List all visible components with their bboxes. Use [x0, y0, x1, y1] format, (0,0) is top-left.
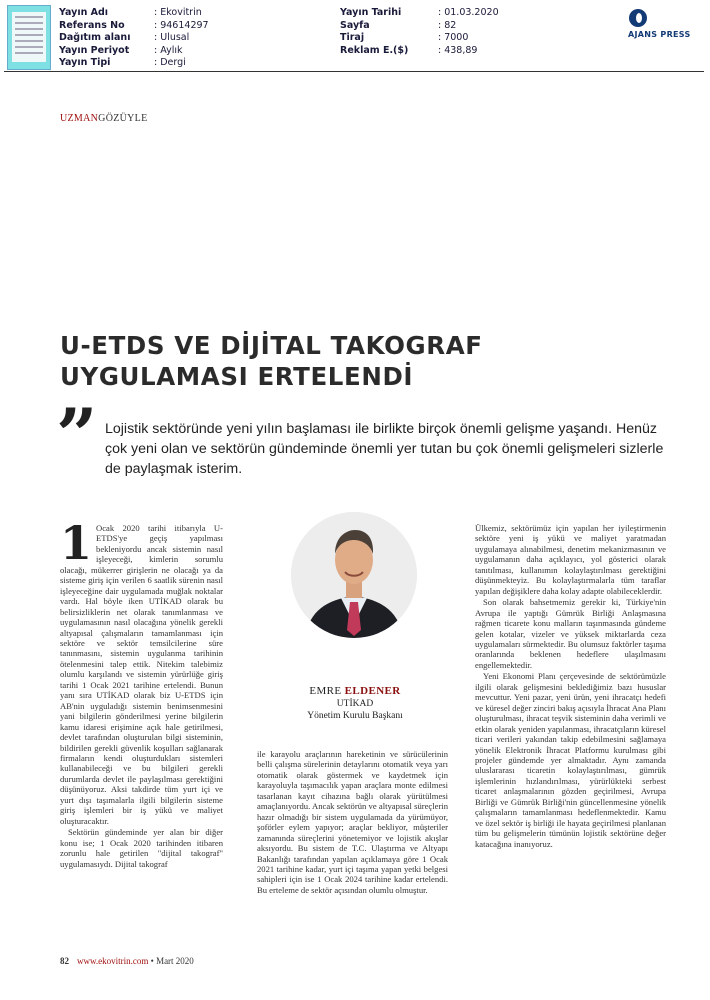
meta-row — [59, 45, 304, 58]
author-first-name: EMRE — [309, 685, 345, 697]
logo-icon — [629, 9, 647, 27]
page-thumbnail[interactable] — [7, 5, 51, 70]
column-1 — [60, 516, 223, 870]
page-footer — [60, 956, 194, 966]
meta-label: Tiraj — [340, 32, 365, 44]
meta-value: : 94614297 — [154, 19, 209, 31]
page-number: 82 — [60, 956, 69, 966]
header-divider — [4, 71, 704, 72]
footer-url[interactable]: www.ekovitrin.com — [77, 956, 149, 966]
author-role: Yönetim Kurulu Başkanı — [307, 711, 403, 721]
meta-value: : 438,89 — [438, 44, 478, 56]
meta-label: Yayın Tipi — [59, 57, 111, 69]
meta-row — [340, 20, 558, 33]
paragraph: ile karayolu araçlarının hareketinin ve sürücülerinin belli çalışma sürelerinin detaylarını otomatik veya yarı otomatik olarak göstermek ve kaydetmek için karayoluyla taşımacılık yapan araçlara monte edilmesi tasarlanan kayıt cihazına bağlı olarak yürütülmesi amaçlanıyordu. Ancak sektörün ve altyapısal süreçlerin hazır olmadığı bir sistem uygulamada da yürümüyor, şoförler eylem yapıyor; araçlar bekliyor, müşteriler zamanında süreçlerini yönetemiyor ve lojistik akışlar aksıyordu. Bu sistem de T.C. Ulaştırma ve Altyapı Bakanlığı tarafından yapılan açıklamaya göre 1 Ocak 2021 tarihine kadar, yurt içi taşıma yapan yetki belgesi sahipleri için ise 1 Ocak 2024 tarihine kadar ertelendi. Bu erteleme de sektör açısından olumlu olmuştur. — [257, 749, 448, 895]
meta-value: : 82 — [438, 19, 457, 31]
drop-cap: 1 — [60, 516, 93, 570]
author-last-name: ELDENER — [344, 685, 401, 697]
thumbnail-page — [12, 12, 46, 62]
title-line-1: U-ETDS VE DİJİTAL TAKOGRAF — [60, 331, 483, 360]
meta-row — [59, 20, 304, 33]
meta-label: Yayın Tarihi — [340, 7, 402, 18]
meta-value: : 7000 — [438, 32, 469, 44]
meta-label: Reklam E.($) — [340, 44, 409, 56]
paragraph: Son olarak bahsetmemiz gerekir ki, Türkiye'nin Avrupa ile yaptığı Gümrük Birliği Anlaşmasına rağmen ticarete konu malların taşınmasında gündeme gelen kotalar, vizeler ve yüksek miktarlarda ceza uygulamaları sürmektedir. Bu olumsuz faktörler taşıma oranlarında beklenen hedeflere ulaşılmasını engellemektedir. — [475, 597, 666, 670]
meta-row — [340, 45, 558, 58]
paragraph: Ocak 2020 tarihi itibarıyla U-ETDS'ye geçiş yapılması bekleniyordu ancak sistemin nasıl işleyeceği, kimlerin sorumlu olacağı, mükerrer girişlerin ne olacağı ya da sisteme giriş için verilen 6 saatlik sürenin nasıl işleyeceğine dair uygulamada muğlak noktalar vardı. Hal böyle iken UTİKAD olarak bu belirsizliklerin net olarak tanımlanması ve uygulamasının nasıl olacağına yönelik gerekli altyapısal çalışmaların tamamlanması için sektöre ve sektör temsilcilerine süre tanınmasını, sistemin uygulanma tarihinin ötelenmesini talep ettik. Nitekim talebimiz olumlu karşılandı ve sistemin yürürlüğe giriş tarihi 1 Ocak 2021 tarihine ertelendi. Bunun yanı sıra UTİKAD olarak biz U-ETDS için AB'nin uyguladığı sistemin benimsenmesini yani bilgilerin gönderilmesi yerine bilgilerin kamu idaresi erişimine açık hale getirilmesi, devlet tarafından oluşturulan bilgi sisteminin, bildirilen gerekli güvenlik koşulları sağlanarak firmaların kendi oluşturdukları sistemleri kullanabileceği ve bu bilgileri gerekli durumlarda devlet ile paylaşılması gerektiğini düşünüyoruz. Aksi takdirde tüm yurt içi ve yurt dışı taşımalarla ilgili bilgilerin sisteme giriş işlemleri bir iş yükü ve maliyet oluşturacaktır. — [60, 523, 223, 826]
author-organization: UTİKAD — [336, 699, 374, 709]
quote-mark-icon: ” — [56, 392, 98, 477]
paragraph: Ülkemiz, sektörümüz için yapılan her iyileştirmenin sektöre yeni iş yükü ve maliyet yaratmadan uygulamaya alınabilmesi, denetim mekanizmasının ve uygulamanın daha açıklayıcı, yol gösterici olarak tanıtılması, kullanımın kolaylaştırılması gerektiğini düşünmekteyiz. Bu kolaylaştırmalarla tüm taraflar yapılan değişiklere daha kolay adapte olabileceklerdir. — [475, 523, 666, 596]
clipping-header — [0, 0, 710, 72]
meta-value: : Ekovitrin — [154, 7, 202, 18]
meta-label: Referans No — [59, 19, 125, 31]
paragraph: Sektörün gündeminde yer alan bir diğer konu ise; 1 Ocak 2020 tarihinden itibaren zorunlu hale getirilen "dijital takograf" uygulamasıydı. Dijital takograf — [60, 827, 223, 869]
meta-value: : Dergi — [154, 57, 186, 69]
author-name — [300, 685, 410, 697]
meta-value: : 01.03.2020 — [438, 7, 499, 18]
column-3 — [475, 523, 666, 850]
ajans-press-logo[interactable] — [626, 8, 706, 40]
author-photo — [291, 512, 417, 638]
meta-row — [59, 32, 304, 45]
section-label-rest: GÖZÜYLE — [98, 113, 148, 124]
article-title — [60, 330, 580, 392]
column-2 — [257, 749, 448, 896]
section-label — [60, 113, 147, 124]
section-label-accent: UZMAN — [60, 113, 99, 124]
meta-value: : Aylık — [154, 44, 183, 56]
footer-bullet: • — [148, 956, 157, 966]
meta-row — [59, 57, 304, 70]
logo-text: AJANS PRESS — [628, 30, 691, 39]
meta-right — [340, 7, 558, 57]
meta-row — [59, 7, 304, 20]
meta-value: : Ulusal — [154, 32, 190, 44]
meta-row — [340, 7, 558, 20]
footer-date: Mart 2020 — [156, 956, 194, 966]
lead-paragraph: Lojistik sektöründe yeni yılın başlaması ile birlikte birçok önemli gelişme yaşandı. Henüz çok yeni olan ve sektörün gündeminde önemli yer tutan bu çok önemli gelişmeleri sizlerle de paylaşmak isterim. — [105, 421, 664, 477]
meta-label: Sayfa — [340, 19, 370, 31]
meta-label: Dağıtım alanı — [59, 32, 131, 44]
meta-row — [340, 32, 558, 45]
meta-label: Yayın Periyot — [59, 44, 130, 56]
meta-label: Yayın Adı — [59, 7, 109, 18]
title-line-2: UYGULAMASI ERTELENDİ — [60, 362, 414, 391]
meta-left — [59, 7, 304, 70]
paragraph: Yeni Ekonomi Planı çerçevesinde de sektörümüzle ilgili olarak gelişmesini beklediğimiz bazı hususlar mevcuttur. Yeni pazar, yeni ürün, yeni ihracatçı hedefi ve küresel değer zinciri bakış açısıyla İhracat Ana Planı oluşturulması, ihracat teşvik sisteminin daha verimli ve etkin olarak yeniden yapılanması, ihracatçıların küresel ticari verileri yakından takip edebilmesini sağlamaya yönelik Elektronik İhracat Platformu kurulması gibi projeler gündemde yer almaktadır. Aynı zamanda uluslararası ticaretin kolaylaştırılması, gümrük işlemlerinin hızlandırılması, yürürlükteki serbest ticaret anlaşmalarının gözden geçirilmesi, Avrupa Birliği ve Gümrük Birliği'nin güncellenmesine yönelik çalışmaların tamamlanması hedeflenmektedir. Kamu ve özel sektör iş birliği ile hayata geçirilmesi planlanan tüm bu gelişmelerin tümünün lojistik sektörüne değer katacağına inanıyoruz. — [475, 671, 666, 849]
